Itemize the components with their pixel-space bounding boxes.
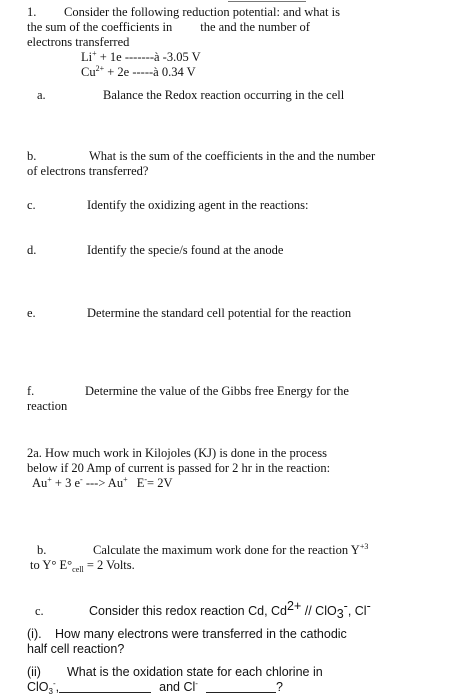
- q1-part-d: d. Identify the specie/s found at the anode: [27, 243, 284, 257]
- q2-part-a: 2a. How much work in Kilojoles (KJ) is done in the process below if 20 Amp of current is passed for 2 hr in the reaction: Au+ + 3 e- ---> Au+ E-= 2V: [27, 446, 427, 491]
- q1-line3: electrons transferred: [27, 35, 130, 49]
- q2-part-b: b. Calculate the maximum work done for the reaction $Y^{+3}$ to Y° $E^\circ_{cell} = 2$ Volts.: [30, 542, 369, 574]
- oxidation-state-answers: ClO$_3$-, and Cl- ?: [27, 679, 283, 696]
- half-reaction-cu: $Cu^{2+} + 2e$ -----à 0.34 V: [81, 64, 196, 79]
- q1-part-a: a. Balance the Redox reaction occurring in the cell: [37, 88, 345, 102]
- cl-answer-blank[interactable]: [206, 681, 276, 693]
- q1-stem: [27, 5, 427, 80]
- q1-part-c: c. Identify the oxidizing agent in the reactions:: [27, 198, 309, 212]
- q1-line1: 1. Consider the following reduction potential: and what is: [27, 5, 340, 19]
- clo3-answer-blank[interactable]: [59, 681, 151, 693]
- top-rule: [228, 1, 306, 2]
- q1-part-e: e. Determine the standard cell potential for the reaction: [27, 306, 352, 320]
- q1-part-b: b. What is the sum of the coefficients in the and the number of electrons transferred?: [27, 149, 376, 178]
- q1-part-f: f. Determine the value of the Gibbs free Energy for the reaction: [27, 384, 349, 413]
- q2a-equation: Au+ + 3 e- ---> Au+ E-= 2V: [32, 475, 173, 490]
- q2-part-c-i: (i). How many electrons were transferred in the cathodic half cell reaction?: [27, 627, 347, 656]
- q1-line2: the sum of the coefficients in the and the number of: [27, 20, 310, 34]
- q2-part-c-ii: (ii) What is the oxidation state for each chlorine in ClO$_3$-, and Cl- ?: [27, 665, 427, 695]
- half-reaction-li: Li+ + 1e -------à -3.05 V: [81, 49, 201, 64]
- q2-part-c: c. Consider this redox reaction Cd, Cd2+ // ClO3-, Cl-: [35, 599, 371, 621]
